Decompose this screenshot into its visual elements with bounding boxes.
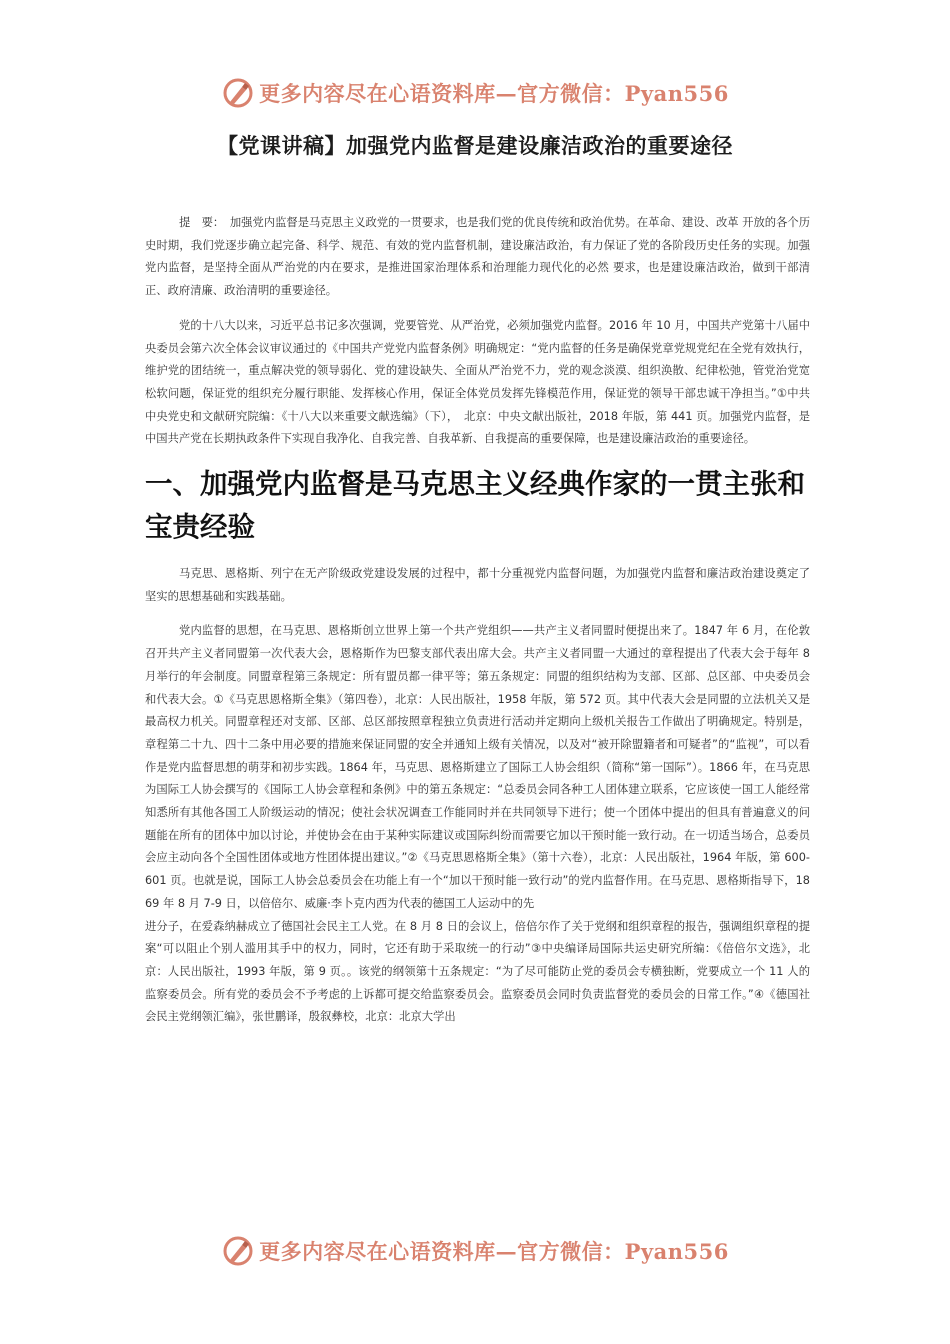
- footer-banner: [0, 1229, 950, 1273]
- pen-circle-icon: [221, 1234, 255, 1268]
- section-1-paragraph-1: 马克思、恩格斯、列宁在无产阶级政党建设发展的过程中，都十分重视党内监督问题，为加强党内监督和廉洁政治建设奠定了坚实的思想基础和实践基础。: [145, 567, 810, 603]
- section-1-heading: 一、加强党内监督是马克思主义经典作家的一贯主张和宝贵经验: [145, 468, 805, 544]
- abstract-paragraph: 提 要： 加强党内监督是马克思主义政党的一贯要求，也是我们党的优良传统和政治优势。在革命、建设、改革 开放的各个历史时期，我们党逐步确立起完备、科学、规范、有效的党内监督机制，建设廉洁政治，有力保证了党的各阶段历史任务的实现。加强党内监督，是坚持全面从严治党的内在要求，是推进国家治理体系和治理能力现代化的必然 要求，也是建设廉洁政治，做到干部清正、政府清廉、政治清明的重要途径。: [145, 216, 810, 298]
- document-title: 【党课讲稿】加强党内监督是建设廉洁政治的重要途径: [217, 134, 733, 158]
- pen-circle-icon: [221, 76, 255, 110]
- intro-paragraph: 党的十八大以来，习近平总书记多次强调，党要管党、从严治党，必须加强党内监督。2016 年 10 月，中国共产党第十八届中央委员会第六次全体会议审议通过的《中国共产党党内监督条例》明确规定：“党内监督的任务是确保党章党规党纪在全党有效执行，维护党的团结统一，重点解决党的领导弱化、党的建设缺失、全面从严治党不力，党的观念淡漠、组织涣散、纪律松弛，管党治党宽松软问题，保证党的组织充分履行职能、发挥核心作用，保证全体党员发挥先锋模范作用，保证党的领导干部忠诚干净担当。”①中共中央党史和文献研究院编：《十八大以来重要文献选编》（下）， 北京：中央文献出版社，2018 年版，第 441 页。加强党内监督，是中国共产党在长期执政条件下实现自我净化、自我完善、自我革新、自我提高的重要保障，也是建设廉洁政治的重要途径。: [145, 318, 810, 446]
- section-1-paragraph-3: 进分子，在爱森纳赫成立了德国社会民主工人党。在 8 月 8 日的会议上，倍倍尔作了关于党纲和组织章程的报告，强调组织章程的提案“可以阻止个别人滥用其手中的权力，同时，它还有助于采取统一的行动”③中央编译局国际共运史研究所编：《倍倍尔文选》，北京：人民出版社，1993 年版，第 9 页。。该党的纲领第十五条规定：“为了尽可能防止党的委员会专横独断，党要成立一个 11 人的监察委员会。所有党的委员会不予考虑的上诉都可提交给监察委员会。监察委员会同时负责监督党的委员会的日常工作。”④《德国社会民主党纲领汇编》，张世鹏译，殷叙彝校，北京：北京大学出: [145, 919, 810, 1024]
- banner-text: 更多内容尽在心语资料库—官方微信：Pyan556: [259, 1239, 729, 1264]
- section-1-paragraph-2: 党内监督的思想，在马克思、恩格斯创立世界上第一个共产党组织——共产主义者同盟时便提出来了。1847 年 6 月，在伦敦召开共产主义者同盟第一次代表大会，恩格斯作为巴黎支部代表出席大会。共产主义者同盟一大通过的章程提出了代表大会于每年 8 月举行的年会制度。同盟章程第三条规定：所有盟员都一律平等；第五条规定：同盟的组织结构为支部、区部、总区部、中央委员会和代表大会。①《马克思恩格斯全集》（第四卷），北京：人民出版社，1958 年版，第 572 页。其中代表大会是同盟的立法机关又是最高权力机关。同盟章程还对支部、区部、总区部按照章程独立负责进行活动并定期向上级机关报告工作做出了明确规定。特别是，章程第二十九、四十二条中用必要的措施来保证同盟的安全并通知上级有关情况，以及对“被开除盟籍者和可疑者”的“监视”，可以看作是党内监督思想的萌芽和初步实践。1864 年，马克思、恩格斯建立了国际工人协会组织（简称“第一国际”）。1866 年，在马克思为国际工人协会撰写的《国际工人协会章程和条例》中的第五条规定：“总委员会同各种工人团体建立联系，它应该使一国工人能经常知悉所有其他各国工人阶级运动的情况；使社会状况调查工作能同时并在共同领导下进行；使一个团体中提出的但具有普遍意义的问题能在所有的团体中加以讨论，并使协会在由于某种实际建议或国际纠纷而需要它加以干预时能一致行动。在一切适当场合，总委员会应主动向各个全国性团体或地方性团体提出建议。”②《马克思恩格斯全集》（第十六卷），北京：人民出版社，1964 年版，第 600-601 页。也就是说，国际工人协会总委员会在功能上有一个“加以干预时能一致行动”的党内监督作用。在马克思、恩格斯指导下，1869 年 8 月 7-9 日，以倍倍尔、威廉·李卜克内西为代表的德国工人运动中的先: [145, 624, 810, 910]
- document-body: [145, 212, 810, 1041]
- header-banner: [0, 71, 950, 115]
- banner-text: 更多内容尽在心语资料库—官方微信：Pyan556: [259, 81, 729, 106]
